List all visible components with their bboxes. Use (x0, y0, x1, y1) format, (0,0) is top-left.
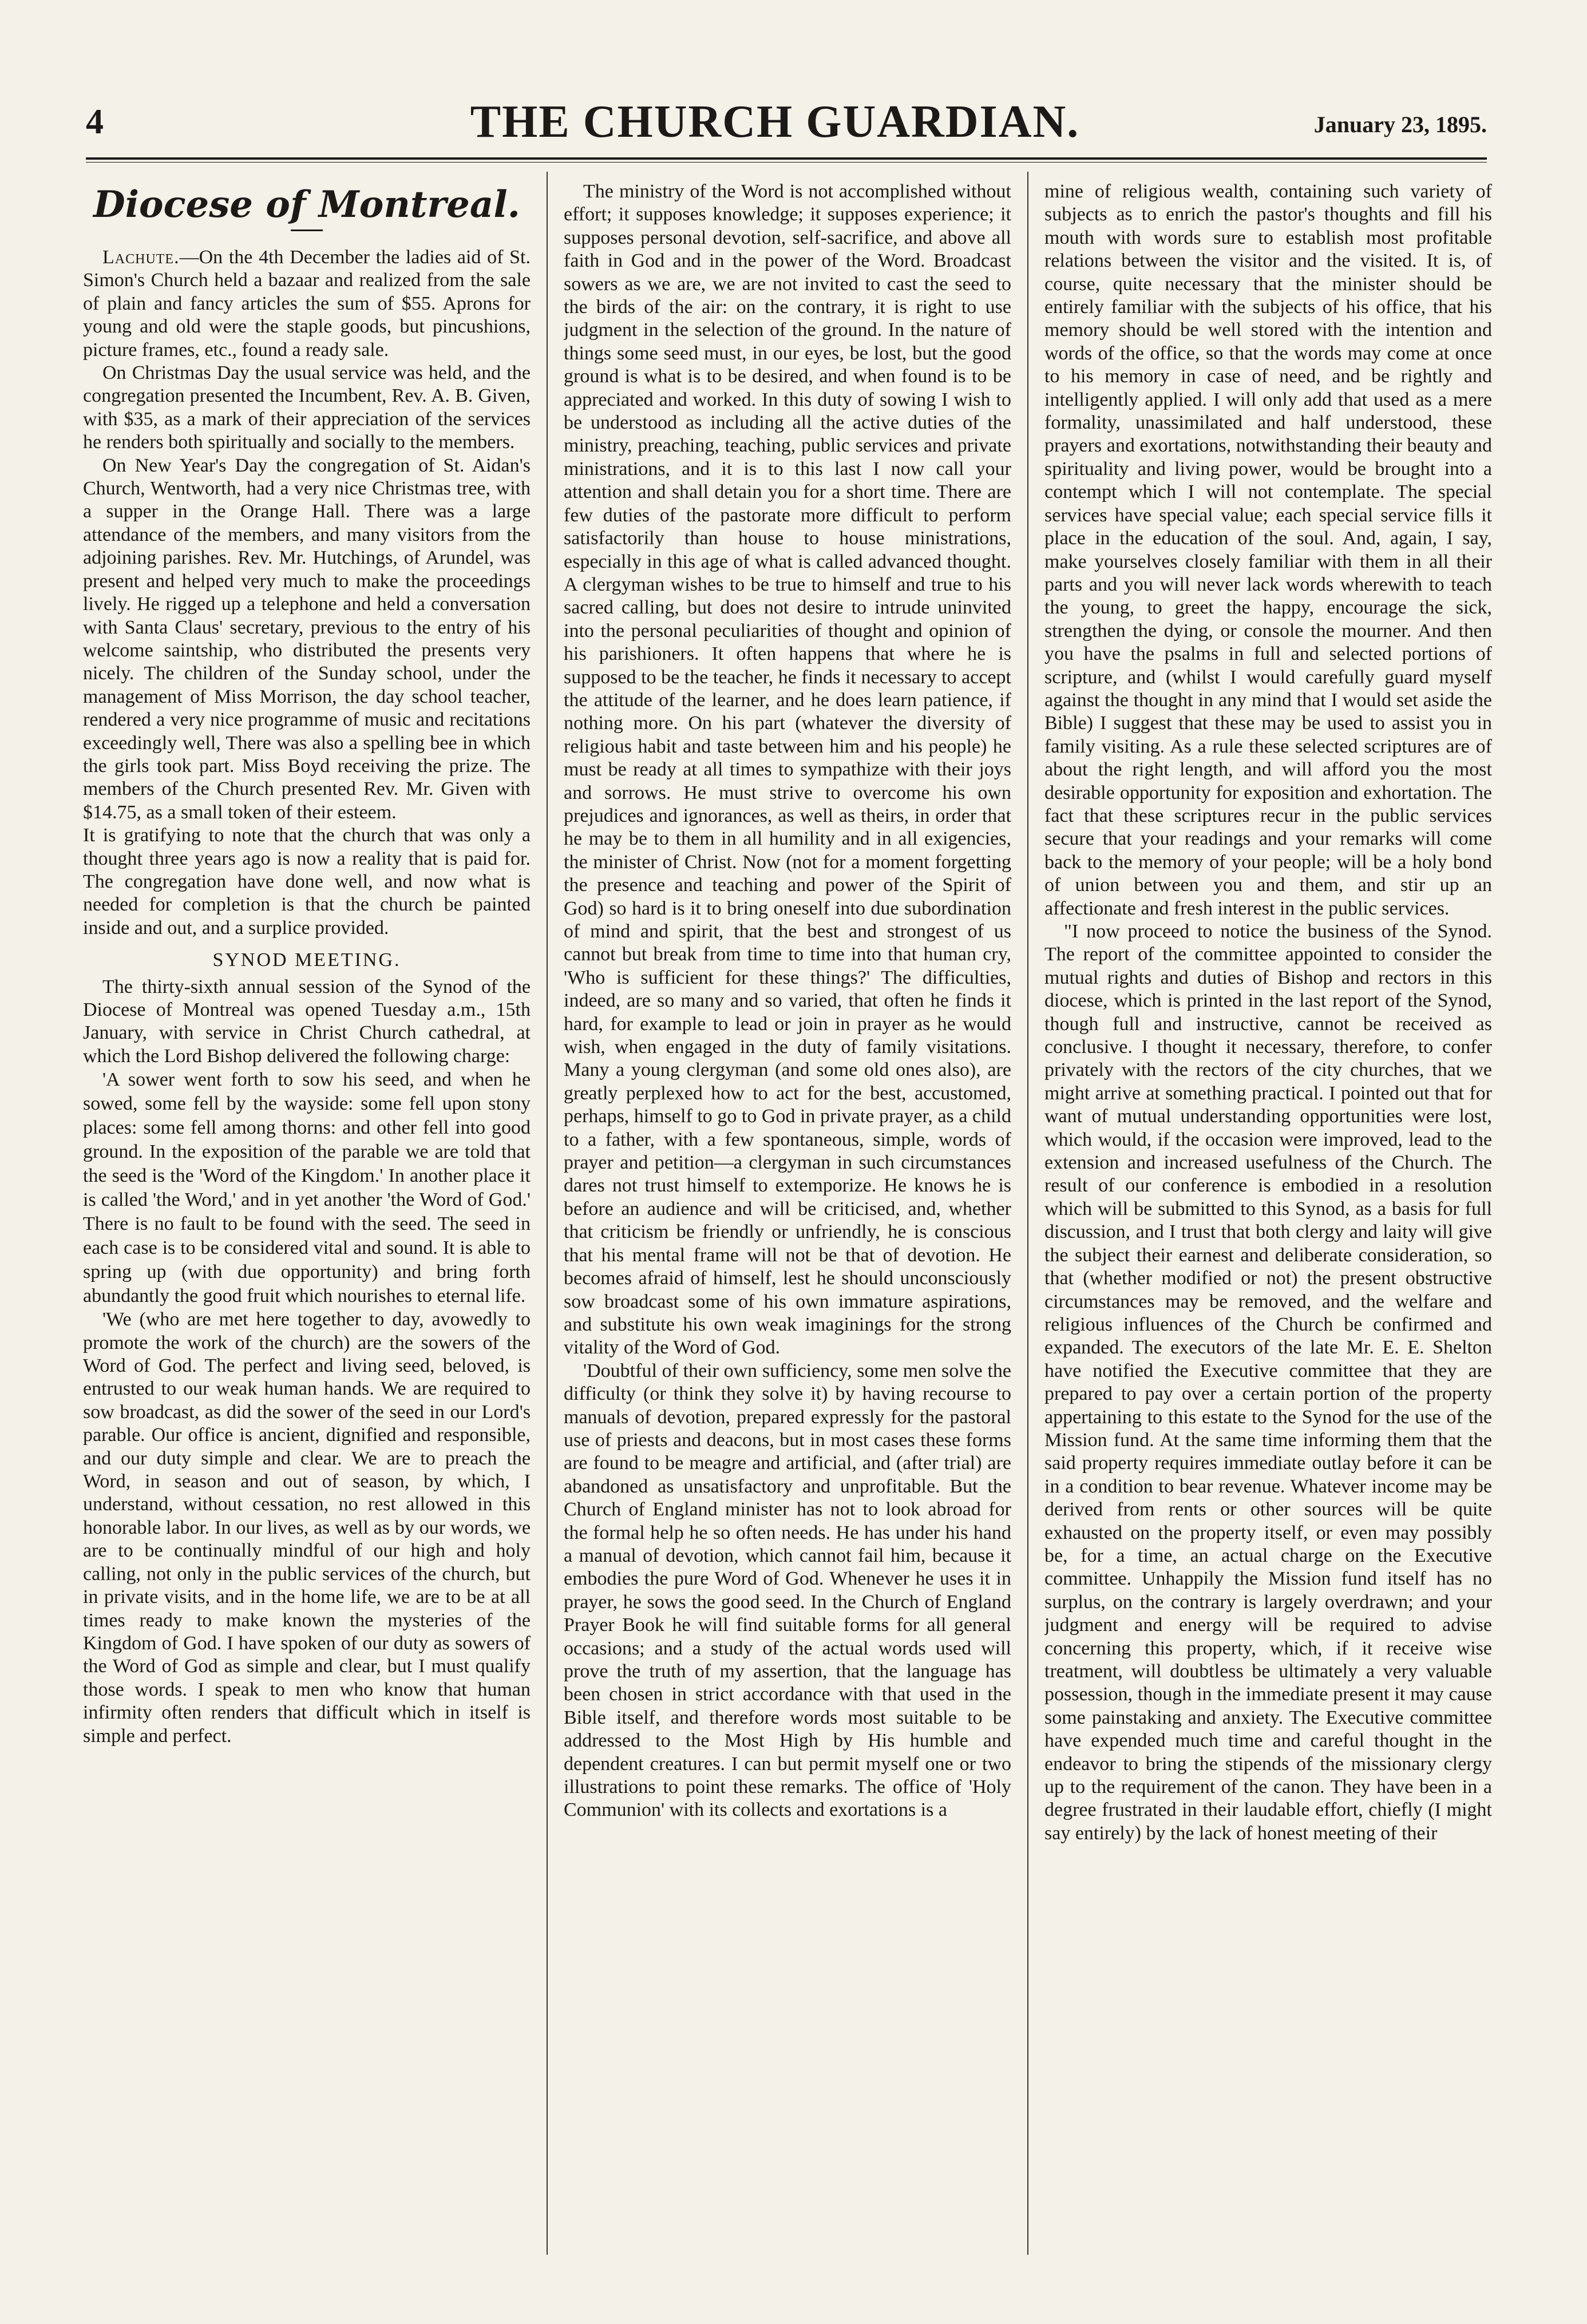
column-divider (547, 172, 548, 2255)
article-paragraph: The thirty-sixth annual session of the Synod of the Diocese of Montreal was opened Tuesday a.m., 15th January, with service in Christ Church cathedral, at which the Lord Bishop delivered the following charge: (83, 976, 531, 1067)
masthead-rule-thin (86, 162, 1487, 163)
subsection-heading: SYNOD MEETING. (212, 949, 401, 971)
article-paragraph: "I now proceed to notice the business of the Synod. The report of the committee appointed to consider the mutual rights and duties of Bishop and rectors in this diocese, which is printed in the last report of the Synod, though full and instructive, cannot be received as conclusive. I thought it necessary, therefore, to confer privately with the rectors of the city churches, that we might arrive at something practical. I pointed out that for want of mutual understanding opportunities were lost, which would, if the occasion were improved, lead to the extension and increased usefulness of the Church. The result of our conference is embodied in a resolution which will be submitted to this Synod, as a basis for full discussion, and I trust that both clergy and laity will give the subject their earnest and deliberate consideration, so that (whether modified or not) the present obstructive circumstances may be removed, and the welfare and religious influences of the Church be confirmed and expanded. The executors of the late Mr. E. E. Shelton have notified the Executive committee that they are prepared to pay over a certain portion of the property appertaining to this estate to the Synod for the use of the Mission fund. At the same time informing them that the said property requires immediate outlay before it can be in a condition to bear revenue. Whatever income may be derived from rents or other sources will be quite exhausted on the property itself, or even may possibly be, for a time, an actual charge on the Executive committee. Unhappily the Mission fund itself has no surplus, on the contrary is largely overdrawn; and your judgment and energy will be required to advise concerning this property, which, if it receive wise treatment, will doubtless be ultimately a very valuable possession, though in the immediate present it may cause some painstaking and anxiety. The Executive committee have expended much time and careful thought in the endeavor to bring the stipends of the missionary clergy up to the requirement of the canon. They have been in a degree frustrated in their laudable effort, chiefly (I might say entirely) by the lack of honest meeting of their (1044, 921, 1492, 1844)
article-paragraph: The ministry of the Word is not accomplished without effort; it supposes knowledge; it supposes experience; it supposes personal devotion, self-sacrifice, and above all faith in God and in the power of the Word. Broadcast sowers as we are, we are not invited to cast the seed to the birds of the air: on the contrary, it is right to use judgment in the selection of the ground. In the nature of things some seed must, in our eyes, be lost, but the good ground is what is to be desired, and when found is to be appreciated and worked. In this duty of sowing I wish to be understood as including all the active duties of the ministry, preaching, teaching, public services and private ministrations, and it is to this last I now call your attention and shall detain you for a short time. There are few duties of the pastorate more difficult to perform satisfactorily than house to house ministrations, especially in this age of what is called advanced thought. A clergyman wishes to be true to himself and true to his sacred calling, but does not desire to intrude uninvited into the personal peculiarities of thought and opinion of his parishioners. It often happens that where he is supposed to be the teacher, he finds it necessary to accept the attitude of the learner, and he does learn patience, if nothing more. On his part (whatever the diversity of religious habit and taste between him and his people) he must be ready at all times to sympathize with their joys and sorrows. He must strive to overcome his own prejudices and ignorances, as well as theirs, in order that he may be to them in all humility and in all exigencies, the minister of Christ. Now (not for a moment forgetting the presence and teaching and power of the Spirit of God) so hard is it to bring oneself into due subordination of mind and spirit, that the best and strongest of us cannot but break from time to time into that human cry, 'Who is sufficient for these things?' The difficulties, indeed, are so many and so varied, that often he finds it hard, for example to lead or join in prayer as he would wish, when engaged in the duty of family visitations. Many a young clergyman (and some old ones also), are greatly perplexed how to act for the best, accustomed, perhaps, himself to go to God in private prayer, as a child to a father, with a few spontaneous, simple, words of prayer and petition—a clergyman in such circumstances dares not trust himself to extemporize. He knows he is before an audience and will be criticised, and, whether that criticism be friendly or unfriendly, he is conscious that his mental frame will not be that of devotion. He becomes afraid of himself, lest he should unconsciously sow broadcast some of his own immature aspirations, and substitute his own weak imaginings for the strong vitality of the Word of God. (564, 181, 1011, 1359)
page-number: 4 (86, 102, 104, 141)
column-2 (564, 180, 1011, 2252)
newspaper-title: THE CHURCH GUARDIAN. (470, 97, 1080, 147)
column-divider (1027, 172, 1028, 2255)
article-paragraph: It is gratifying to note that the church that was only a thought three years ago is now a reality that is paid for. The congregation have done well, and now what is needed for completion is that the church be painted inside and out, and a surplice provided. (83, 825, 531, 939)
article-paragraph: mine of religious wealth, containing such variety of subjects as to enrich the pastor's thoughts and fill his mouth with words sure to establish most profitable relations between the visitor and the visited. It is, of course, quite necessary that the minister should be entirely familiar with the subjects of his office, that his memory should be well stored with the intention and words of the office, so that the words may come at once to his memory in case of need, and be rightly and intelligently applied. I will only add that used as a mere formality, unassimilated and half understood, these prayers and exortations, notwithstanding their beauty and spirituality and living power, would be brought into a contempt which I will not contemplate. The special services have special value; each special service fills it place in the education of the soul. And, again, I say, make yourselves closely familiar with them in all their parts and you will never lack words wherewith to teach the young, to greet the happy, encourage the sick, strengthen the dying, or console the mourner. And then you have the psalms in full and selected portions of scripture, and (whilst I would carefully guard myself against the thought in any mind that I would set aside the Bible) I suggest that these may be used to assist you in family visiting. As a rule these selected scriptures are of about the right length, and will afford you the most desirable opportunity for exposition and exhortation. The fact that these scriptures recur in the public services secure that your readings and your remarks will come back to the memory of your people; will be a holy bond of union between you and them, and stir up an affectionate and fresh interest in the public services. (1044, 181, 1492, 919)
article-paragraph: 'Doubtful of their own sufficiency, some men solve the difficulty (or think they solve it) by having recourse to manuals of devotion, prepared expressly for the pastoral use of priests and deacons, but in most cases these forms are found to be meagre and artificial, and (after trial) are abandoned as unsatisfactory and unprofitable. But the Church of England minister has not to look abroad for the formal help he so often needs. He has under his hand a manual of devotion, which cannot fail him, because it embodies the pure Word of God. Whenever he uses it in prayer, he sows the good seed. In the Church of England Prayer Book he will find suitable forms for all general occasions; and a study of the actual words used will prove the truth of my assertion, that the language has been chosen in strict accordance with that used in the Bible itself, and therefore words most suitable to be addressed to the Most High by His humble and dependent creatures. I can but permit myself one or two illustrations to point these remarks. The office of 'Holy Communion' with its collects and exortations is a (564, 1360, 1011, 1821)
article-paragraph: On Christmas Day the usual service was held, and the congregation presented the Incumbent, Rev. A. B. Given, with $35, as a mark of their appreciation of the services he renders both spiritually and socially to the members. (83, 362, 531, 453)
article-paragraph: On New Year's Day the congregation of St. Aidan's Church, Wentworth, had a very nice Christmas tree, with a supper in the Orange Hall. There was a large attendance of the members, and many visitors from the adjoining parishes. Rev. Mr. Hutchings, of Arundel, was present and helped very much to make the proceedings lively. He rigged up a telephone and held a conversation with Santa Claus' secretary, previous to the entry of his welcome saintship, who distributed the presents very nicely. The children of the Sunday school, under the management of Miss Morrison, the day school teacher, rendered a very nice programme of music and recitations exceedingly well, There was also a spelling bee in which the girls took part. Miss Boyd receiving the prize. The members of the Church presented Rev. Mr. Given with $14.75, as a small token of their esteem. (83, 454, 531, 823)
dateline-place: Lachute. (102, 247, 180, 268)
article-paragraph: 'We (who are met here together to day, avowedly to promote the work of the church) are the sowers of the Word of God. The perfect and living seed, beloved, is entrusted to our weak human hands. We are required to sow broadcast, as did the sower of the seed in our Lord's parable. Our office is ancient, dignified and responsible, and our duty simple and clear. We are to preach the Word, in season and out of season, by which, I understand, without cessation, no rest allowed in this honorable labor. In our lives, as well as by our words, we are to be continually mindful of our high and holy calling, not only in the public services of the church, but in private visits, and in the home life, we are to be at all times ready to make known the mysteries of the Kingdom of God. I have spoken of our duty as sowers of the Word of God as simple and clear, but I must qualify those words. I speak to men who know that human infirmity often renders that difficult which in itself is simple and perfect. (83, 1309, 531, 1747)
column-1 (83, 180, 531, 2252)
paragraph-text: —On the 4th December the ladies aid of St. Simon's Church held a bazaar and realized from the sale of plain and fancy articles the sum of $55. Aprons for young and old were the staple goods, but pincushions, picture frames, etc., found a ready sale. (83, 247, 531, 361)
section-rule (291, 229, 323, 231)
masthead-rule (86, 157, 1487, 160)
column-3 (1044, 180, 1492, 2252)
article-paragraph (83, 246, 531, 362)
masthead (63, 96, 1487, 159)
issue-date: January 23, 1895. (1313, 112, 1487, 137)
article-paragraph: 'A sower went forth to sow his seed, and when he sowed, some fell by the wayside: some fell upon stony places: some fell among thorns: and other fell into good ground. In the exposition of the parable we are told that the seed is the 'Word of the Kingdom.' In another place it is called 'the Word,' and in yet another 'the Word of God.' There is no fault to be found with the seed. The seed in each case is to be considered vital and sound. It is able to spring up (with due opportunity) and bring forth abundantly the good fruit which nourishes to eternal life. (83, 1069, 531, 1307)
section-title: Diocese of Montreal. (93, 183, 520, 226)
